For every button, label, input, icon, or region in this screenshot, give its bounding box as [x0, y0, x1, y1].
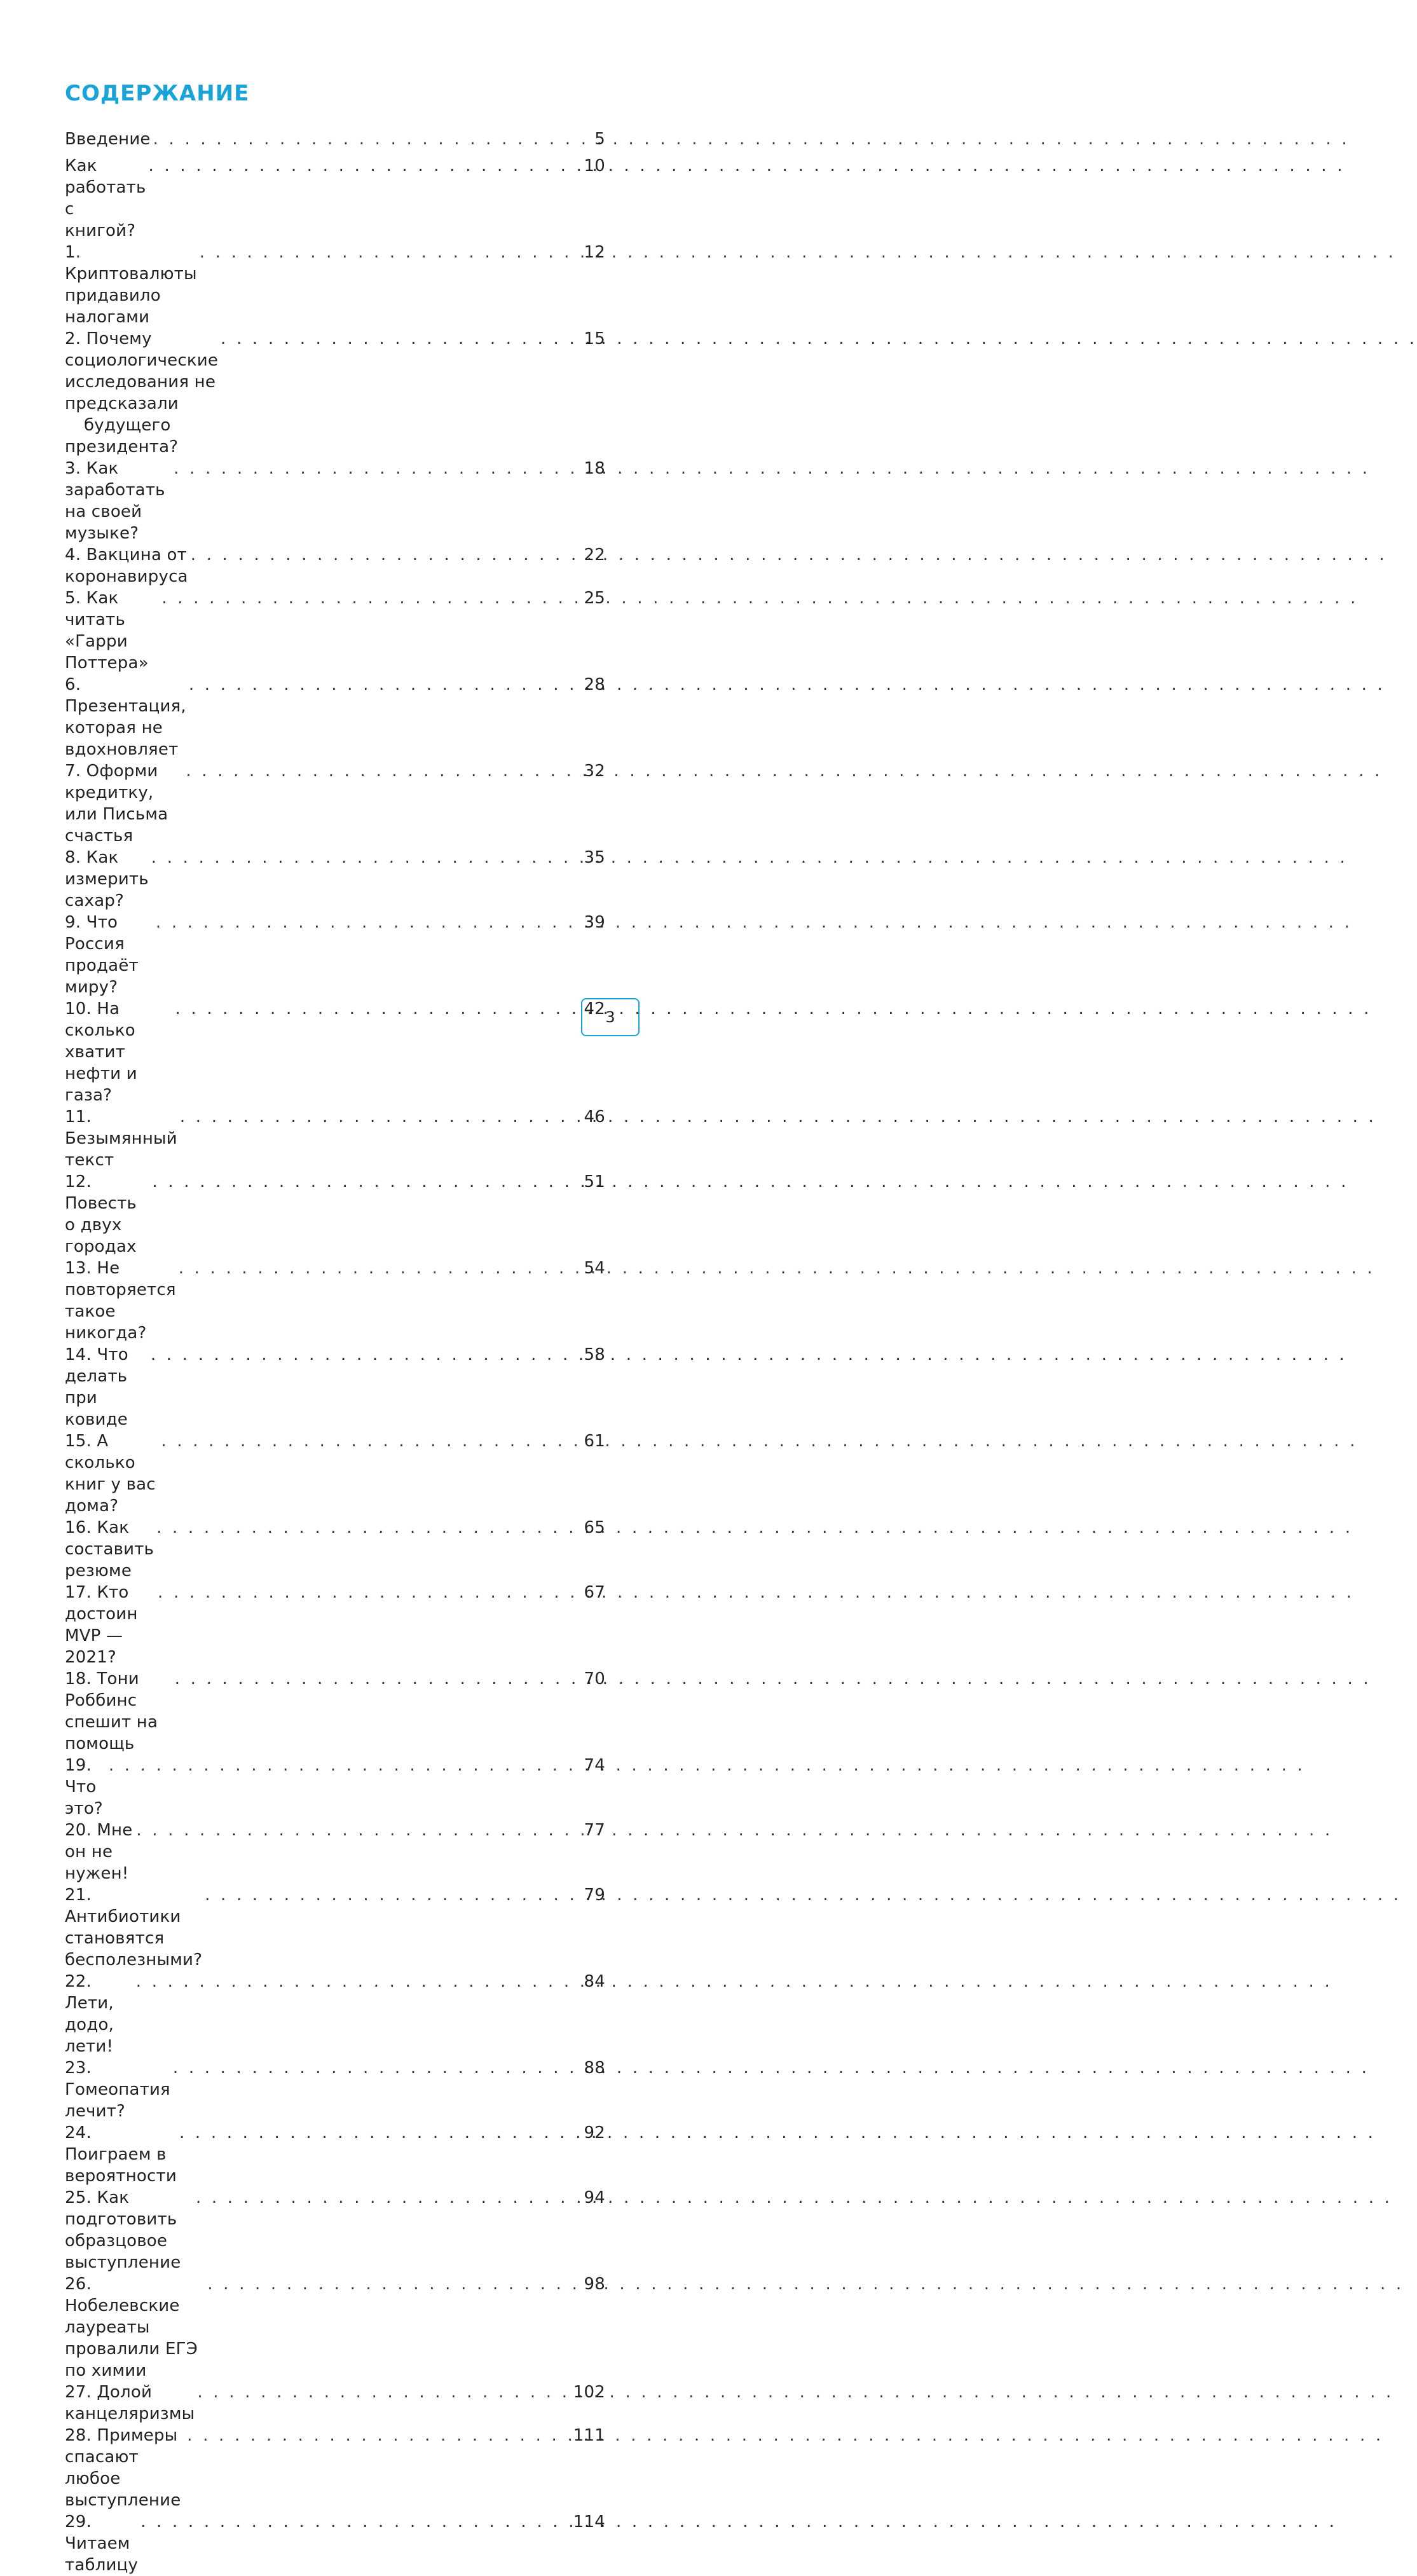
- toc-entry-label: 27. Долой канцеляризмы: [65, 2383, 195, 2424]
- dot-leader: [189, 674, 570, 695]
- toc-entry-page: 84: [584, 1972, 605, 1992]
- dot-leader: [136, 1819, 570, 1841]
- toc-entry-label: 11. Безымянный текст: [65, 1107, 177, 1170]
- toc-entry[interactable]: [65, 1257, 605, 1344]
- toc-entry-label: 9. Что Россия продаёт миру?: [65, 913, 139, 997]
- toc-entry[interactable]: [65, 458, 605, 544]
- toc-entry-page: 88: [584, 2059, 605, 2078]
- dot-leader: [179, 2122, 570, 2144]
- page-title: СОДЕРЖАНИЕ: [65, 81, 250, 106]
- toc-entry-page: 79: [584, 1886, 605, 1905]
- toc-entry-label: 29. Читаем таблицу: [65, 2512, 139, 2575]
- toc-entry-page: 15: [584, 329, 605, 349]
- dot-leader: [179, 1257, 570, 1279]
- toc-entry-page: 65: [584, 1518, 605, 1538]
- toc-entry-label: [65, 328, 218, 458]
- dot-leader: [156, 1517, 570, 1538]
- toc-entry[interactable]: [65, 674, 605, 760]
- toc-entry-label: 1. Криптовалюты придавило налогами: [65, 243, 197, 327]
- toc-entry-label: 5. Как читать «Гарри Поттера»: [65, 589, 149, 673]
- toc-entry-label: 28. Примеры спасают любое выступление: [65, 2426, 181, 2511]
- toc-entry-page: 102: [573, 2383, 605, 2402]
- dot-leader: [196, 2187, 570, 2209]
- toc-entry-page: 111: [573, 2426, 605, 2446]
- toc-entry-label: 12. Повесть о двух городах: [65, 1172, 137, 1257]
- dot-leader: [149, 155, 570, 177]
- toc-entry-label: 24. Поиграем в вероятности: [65, 2123, 177, 2186]
- toc-entry[interactable]: [65, 2511, 605, 2576]
- toc-entry-page: 10: [584, 156, 605, 176]
- dot-leader: [158, 1582, 570, 1603]
- toc-entry-page: 28: [584, 675, 605, 695]
- toc-entry-label: 4. Вакцина от коронавируса: [65, 545, 188, 587]
- toc-entry-page: 22: [584, 545, 605, 565]
- toc-entry[interactable]: [65, 1344, 605, 1430]
- dot-leader: [180, 1106, 570, 1128]
- dot-leader: [153, 128, 570, 150]
- toc-entry-label: 6. Презентация, которая не вдохновляет: [65, 675, 186, 760]
- toc-entry[interactable]: [65, 544, 605, 587]
- table-of-contents: [65, 128, 605, 2576]
- toc-entry[interactable]: [65, 242, 605, 328]
- toc-entry-label: 26. Нобелевские лауреаты провалили ЕГЭ по химии: [65, 2275, 198, 2381]
- toc-entry-page: 5: [594, 130, 605, 149]
- toc-entry[interactable]: [65, 847, 605, 912]
- toc-entry-page: 92: [584, 2123, 605, 2143]
- toc-entry[interactable]: [65, 128, 605, 155]
- toc-entry[interactable]: [65, 998, 605, 1106]
- toc-entry-label-line1: 2. Почему социологические исследования не предсказали: [65, 329, 219, 414]
- toc-entry-page: 54: [584, 1259, 605, 1278]
- toc-entry[interactable]: [65, 1517, 605, 1582]
- toc-entry[interactable]: [65, 1106, 605, 1171]
- toc-entry-page: 70: [584, 1669, 605, 1689]
- dot-leader: [152, 1171, 570, 1193]
- dot-leader: [197, 2381, 570, 2403]
- toc-entry-page: 67: [584, 1583, 605, 1603]
- toc-entry-page: 42: [584, 999, 605, 1019]
- page-number-badge: [581, 998, 640, 1036]
- dot-leader: [191, 544, 570, 566]
- toc-entry-page: 12: [584, 243, 605, 263]
- dot-leader: [140, 2511, 570, 2533]
- toc-entry-page: 77: [584, 1821, 605, 1840]
- toc-entry-label-line2: будущего президента?: [65, 416, 179, 457]
- toc-entry[interactable]: [65, 587, 605, 674]
- dot-leader: [200, 242, 570, 263]
- toc-entry-page: 61: [584, 1432, 605, 1451]
- dot-leader: [207, 2273, 570, 2295]
- dot-leader: [205, 1884, 570, 1906]
- toc-entry[interactable]: [65, 328, 605, 458]
- dot-leader: [161, 1430, 570, 1452]
- dot-leader: [187, 2425, 570, 2446]
- toc-entry[interactable]: [65, 1971, 605, 2057]
- toc-entry-label: 23. Гомеопатия лечит?: [65, 2059, 170, 2121]
- toc-entry[interactable]: [65, 1171, 605, 1257]
- dot-leader: [156, 912, 570, 933]
- dot-leader: [175, 1668, 570, 1690]
- toc-entry-label: 13. Не повторяется такое никогда?: [65, 1259, 176, 1343]
- toc-entry-label: 15. А сколько книг у вас дома?: [65, 1432, 156, 1516]
- toc-entry[interactable]: [65, 1582, 605, 1668]
- dot-leader: [151, 847, 570, 868]
- toc-entry-page: 32: [584, 762, 605, 781]
- toc-entry-page: 114: [573, 2512, 605, 2532]
- toc-entry[interactable]: [65, 912, 605, 998]
- toc-entry-page: 25: [584, 589, 605, 608]
- toc-entry-label: 10. На сколько хватит нефти и газа?: [65, 999, 137, 1106]
- toc-entry[interactable]: [65, 2122, 605, 2187]
- dot-leader: [136, 1971, 570, 1992]
- toc-entry[interactable]: [65, 2057, 605, 2122]
- toc-entry-label: 22. Лети, додо, лети!: [65, 1972, 114, 2057]
- toc-entry[interactable]: [65, 1819, 605, 1884]
- toc-entry-page: 18: [584, 459, 605, 479]
- dot-leader: [109, 1755, 570, 1776]
- toc-entry-label: 17. Кто достоин MVP — 2021?: [65, 1583, 138, 1668]
- dot-leader: [221, 328, 570, 350]
- toc-entry-label: 14. Что делать при ковиде: [65, 1345, 128, 1430]
- toc-entry-label: Введение: [65, 130, 151, 149]
- toc-entry-label: 3. Как заработать на своей музыке?: [65, 459, 165, 544]
- toc-entry[interactable]: [65, 1668, 605, 1755]
- toc-entry-page: 58: [584, 1345, 605, 1365]
- toc-entry-label: 7. Оформи кредитку, или Письма счастья: [65, 762, 168, 846]
- dot-leader: [161, 587, 570, 609]
- toc-entry-label: 18. Тони Роббинс спешит на помощь: [65, 1669, 158, 1754]
- dot-leader: [151, 1344, 570, 1366]
- toc-entry[interactable]: [65, 2187, 605, 2273]
- toc-entry-label: 16. Как составить резюме: [65, 1518, 154, 1581]
- toc-entry-label: 19. Что это?: [65, 1756, 103, 1819]
- dot-leader: [175, 998, 570, 1020]
- toc-entry[interactable]: [65, 1430, 605, 1517]
- toc-entry-page: 35: [584, 848, 605, 868]
- toc-entry[interactable]: [65, 760, 605, 847]
- toc-entry-label: 21. Антибиотики становятся бесполезными?: [65, 1886, 203, 1970]
- toc-entry[interactable]: [65, 155, 605, 242]
- toc-entry-page: 74: [584, 1756, 605, 1776]
- toc-entry-label: Как работать с книгой?: [65, 156, 146, 241]
- dot-leader: [173, 2057, 570, 2079]
- page-number: 3: [605, 1008, 615, 1026]
- toc-entry-page: 46: [584, 1107, 605, 1127]
- toc-entry-label: 20. Мне он не нужен!: [65, 1821, 133, 1884]
- toc-entry[interactable]: [65, 2425, 605, 2511]
- toc-entry-page: 94: [584, 2188, 605, 2208]
- toc-entry-page: 98: [584, 2275, 605, 2294]
- dot-leader: [174, 458, 570, 479]
- toc-entry[interactable]: [65, 2273, 605, 2381]
- toc-entry[interactable]: [65, 1755, 605, 1819]
- toc-entry-label: 25. Как подготовить образцовое выступление: [65, 2188, 181, 2273]
- dot-leader: [186, 760, 570, 782]
- toc-entry-page: 51: [584, 1172, 605, 1192]
- toc-entry-label: 8. Как измерить сахар?: [65, 848, 149, 911]
- toc-entry[interactable]: [65, 2381, 605, 2425]
- toc-entry-page: 39: [584, 913, 605, 933]
- toc-entry[interactable]: [65, 1884, 605, 1971]
